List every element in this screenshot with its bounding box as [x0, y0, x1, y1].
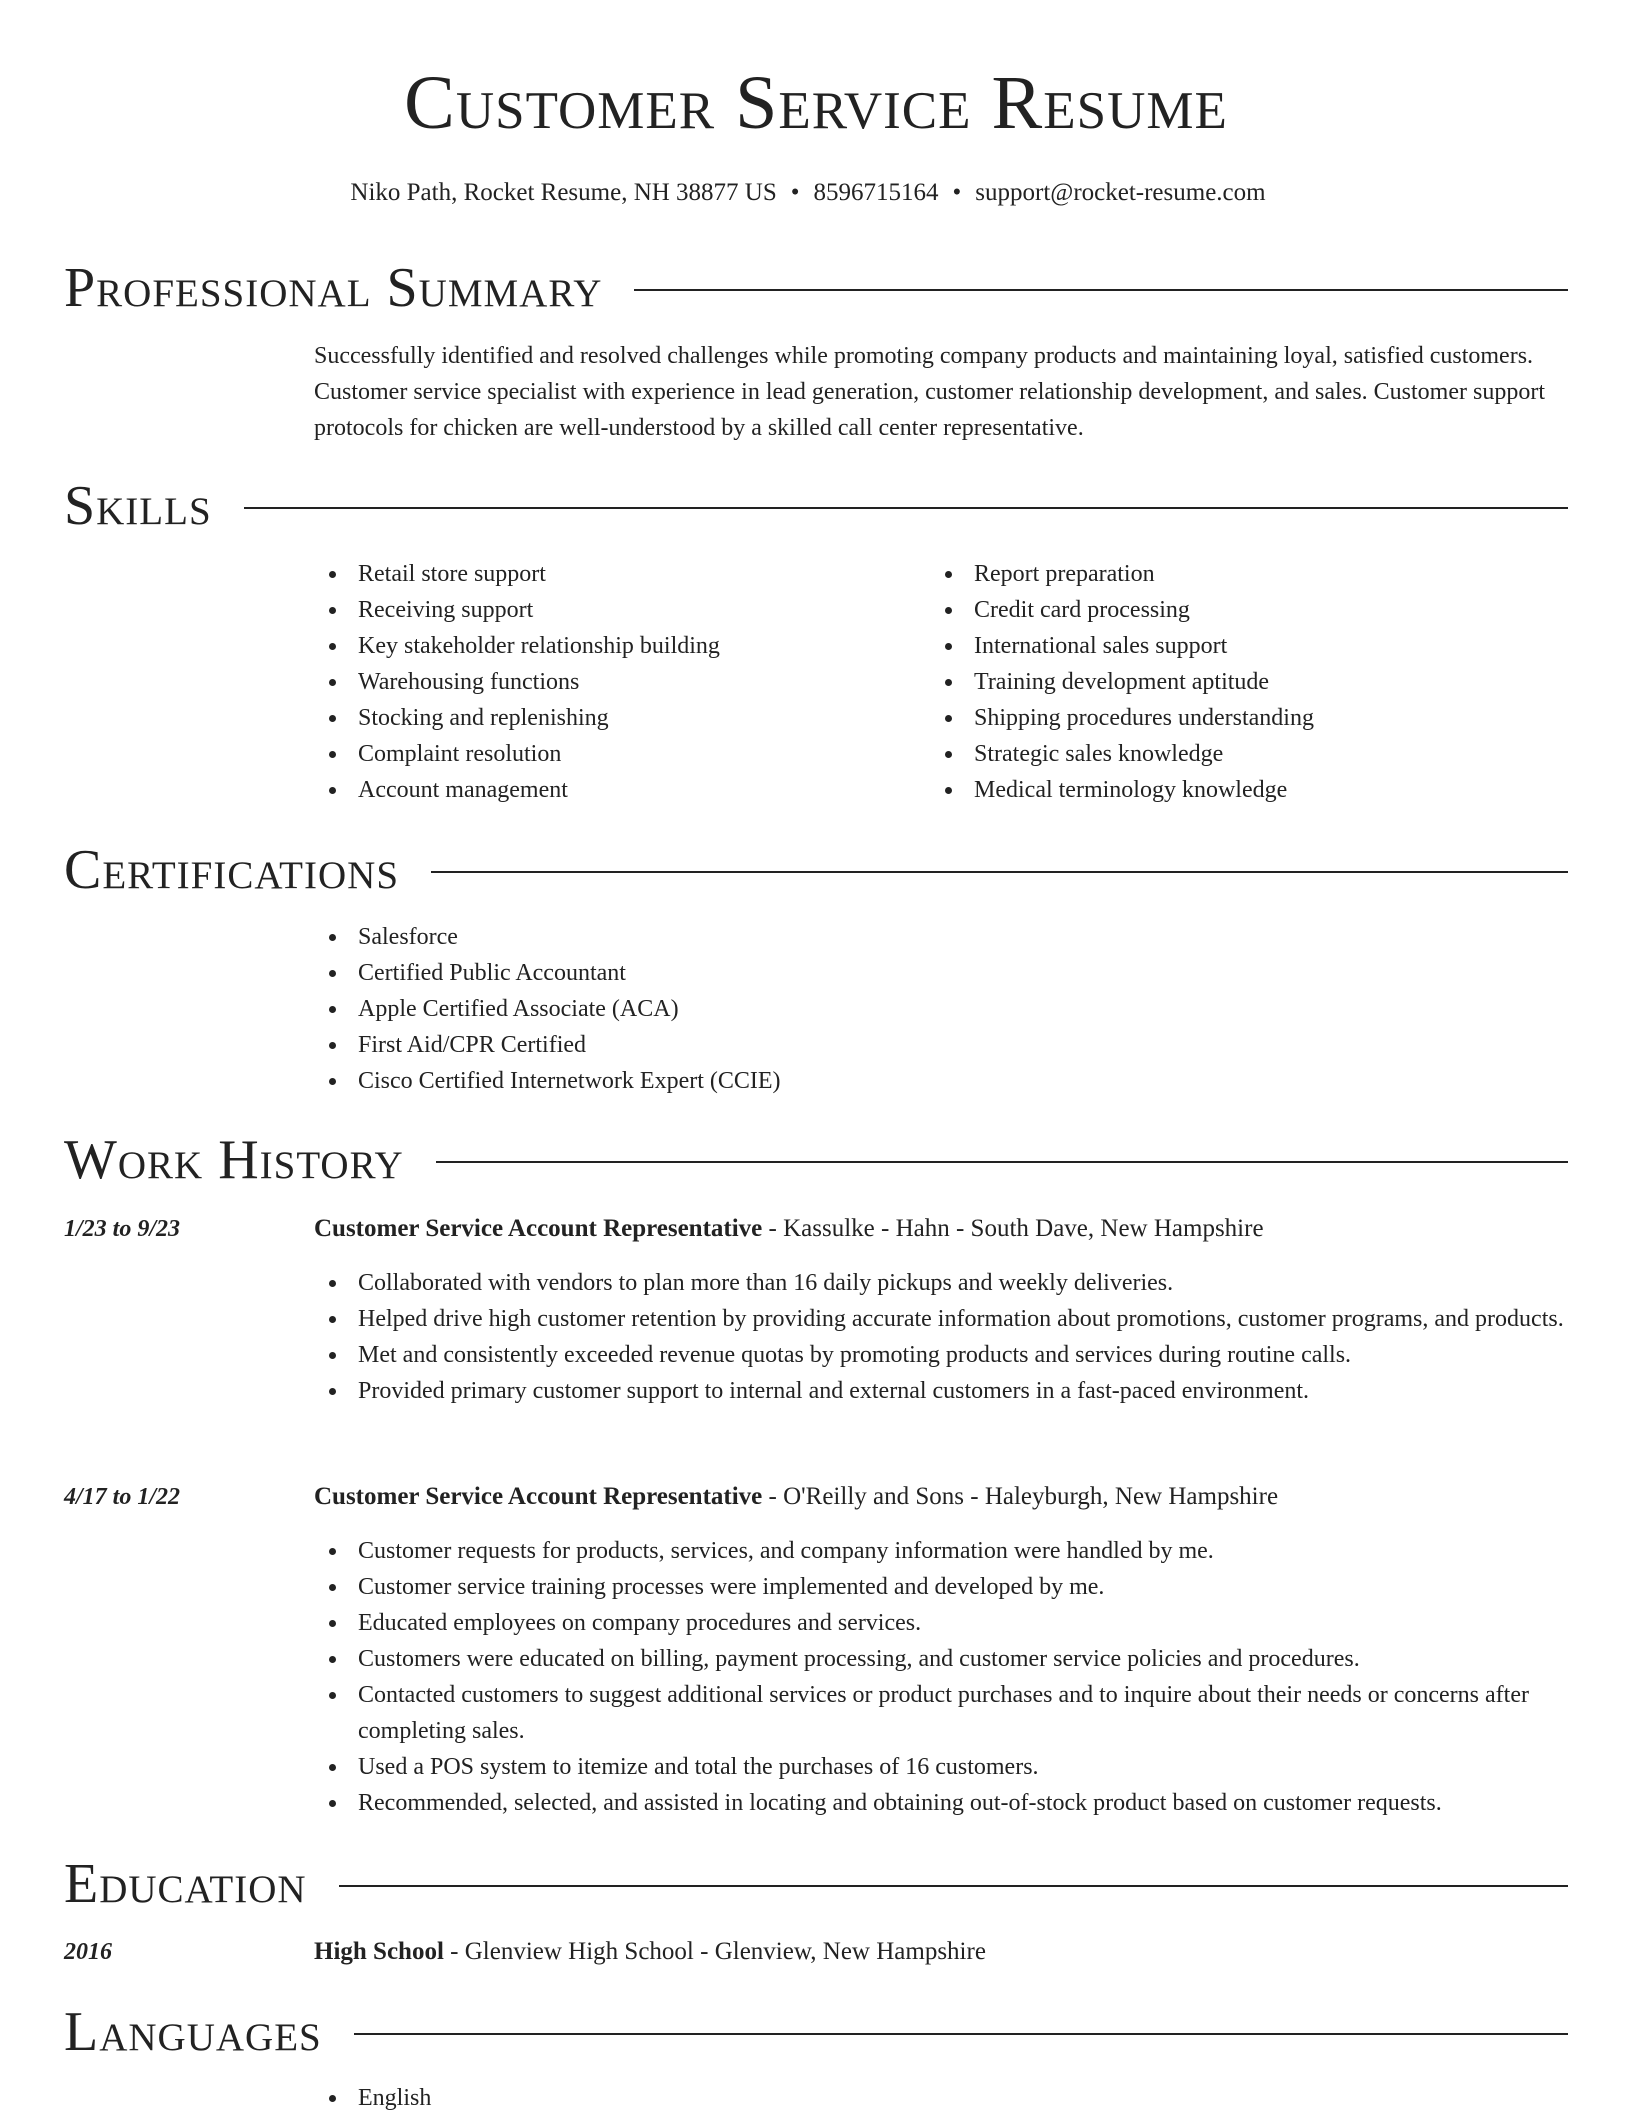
- skill-item: Receiving support: [314, 592, 914, 628]
- section-divider: [634, 289, 1568, 291]
- skill-item: Warehousing functions: [314, 664, 914, 700]
- section-divider: [244, 507, 1568, 509]
- certification-item: Cisco Certified Internetwork Expert (CCIE): [314, 1063, 1564, 1099]
- education-heading: Education: [64, 1853, 307, 1915]
- skill-item: Account management: [314, 772, 914, 808]
- section-divider: [431, 871, 1568, 873]
- job-bullet: Recommended, selected, and assisted in locating and obtaining out-of-stock product based on customer requests.: [314, 1785, 1564, 1821]
- summary-text: Successfully identified and resolved challenges while promoting company products and maintaining loyal, satisfied customers. Customer service specialist with experience in lead generation, customer relationship development, and sales. Customer support protocols for chicken are well-understood by a skilled call center representative.: [314, 343, 1545, 441]
- skill-item: Credit card processing: [930, 592, 1530, 628]
- job-bullet: Provided primary customer support to internal and external customers in a fast-paced environment.: [314, 1373, 1564, 1409]
- skill-item: International sales support: [930, 628, 1530, 664]
- contact-line: [0, 176, 1616, 210]
- job-dates: 4/17 to 1/22: [64, 1484, 181, 1510]
- education-details: - Glenview High School - Glenview, New Hampshire: [443, 1938, 986, 1965]
- job-bullets: [314, 1533, 1564, 1821]
- contact-address: Niko Path, Rocket Resume, NH 38877 US: [350, 179, 777, 206]
- summary-heading-row: [64, 256, 1568, 320]
- job-bullet: Contacted customers to suggest additional services or product purchases and to inquire about their needs or concerns after completing sales.: [314, 1677, 1564, 1749]
- job-bullet: Customer requests for products, services, and company information were handled by me.: [314, 1533, 1564, 1569]
- languages-heading-row: [64, 2000, 1568, 2064]
- contact-phone: 8596715164: [813, 179, 939, 206]
- certification-item: Certified Public Accountant: [314, 955, 1564, 991]
- skill-item: Report preparation: [930, 556, 1530, 592]
- languages-heading: Languages: [64, 2001, 322, 2063]
- work-heading: Work History: [64, 1129, 404, 1191]
- section-divider: [339, 1885, 1568, 1887]
- job-bullet: Educated employees on company procedures and services.: [314, 1605, 1564, 1641]
- education-year: 2016: [64, 1939, 112, 1965]
- skills-heading-row: [64, 474, 1568, 538]
- job-bullet: Helped drive high customer retention by providing accurate information about promotions, customer programs, and products.: [314, 1301, 1564, 1337]
- section-divider: [354, 2033, 1568, 2035]
- language-item: English: [314, 2080, 1564, 2116]
- skill-item: Medical terminology knowledge: [930, 772, 1530, 808]
- job-title-line: [314, 1479, 1564, 1515]
- skills-right-column: [930, 556, 1530, 808]
- summary-heading: Professional Summary: [64, 257, 603, 319]
- job-bullet: Customer service training processes were implemented and developed by me.: [314, 1569, 1564, 1605]
- skill-item: Retail store support: [314, 556, 914, 592]
- job-bullet: Met and consistently exceeded revenue quotas by promoting products and services during routine calls.: [314, 1337, 1564, 1373]
- education-heading-row: [64, 1852, 1568, 1916]
- work-heading-row: [64, 1128, 1568, 1192]
- languages-list: [314, 2080, 1564, 2116]
- certifications-heading: Certifications: [64, 839, 400, 901]
- job-details: - O'Reilly and Sons - Haleyburgh, New Hampshire: [762, 1483, 1279, 1510]
- job-bullets: [314, 1265, 1564, 1409]
- certifications-list: [314, 919, 1564, 1099]
- skills-left-column: [314, 556, 914, 808]
- contact-separator: •: [952, 179, 962, 206]
- certification-item: Apple Certified Associate (ACA): [314, 991, 1564, 1027]
- skill-item: Complaint resolution: [314, 736, 914, 772]
- job-bullet: Customers were educated on billing, payment processing, and customer service policies and procedures.: [314, 1641, 1564, 1677]
- skill-item: Shipping procedures understanding: [930, 700, 1530, 736]
- job-details: - Kassulke - Hahn - South Dave, New Hampshire: [762, 1215, 1264, 1242]
- certification-item: First Aid/CPR Certified: [314, 1027, 1564, 1063]
- job-role: Customer Service Account Representative: [314, 1215, 763, 1242]
- education-line: [314, 1934, 1564, 1970]
- job-bullet: Used a POS system to itemize and total the purchases of 16 customers.: [314, 1749, 1564, 1785]
- section-divider: [436, 1161, 1568, 1163]
- skill-item: Stocking and replenishing: [314, 700, 914, 736]
- job-bullet: Collaborated with vendors to plan more than 16 daily pickups and weekly deliveries.: [314, 1265, 1564, 1301]
- certification-item: Salesforce: [314, 919, 1564, 955]
- job-title-line: [314, 1211, 1564, 1247]
- job-role: Customer Service Account Representative: [314, 1483, 763, 1510]
- resume-title: Customer Service Resume: [404, 61, 1228, 145]
- job-dates: 1/23 to 9/23: [64, 1216, 181, 1242]
- contact-separator: •: [790, 179, 800, 206]
- contact-email: support@rocket-resume.com: [975, 179, 1266, 206]
- certifications-heading-row: [64, 838, 1568, 902]
- skill-item: Key stakeholder relationship building: [314, 628, 914, 664]
- skill-item: Strategic sales knowledge: [930, 736, 1530, 772]
- skill-item: Training development aptitude: [930, 664, 1530, 700]
- skills-heading: Skills: [64, 475, 212, 537]
- education-degree: High School: [314, 1938, 444, 1965]
